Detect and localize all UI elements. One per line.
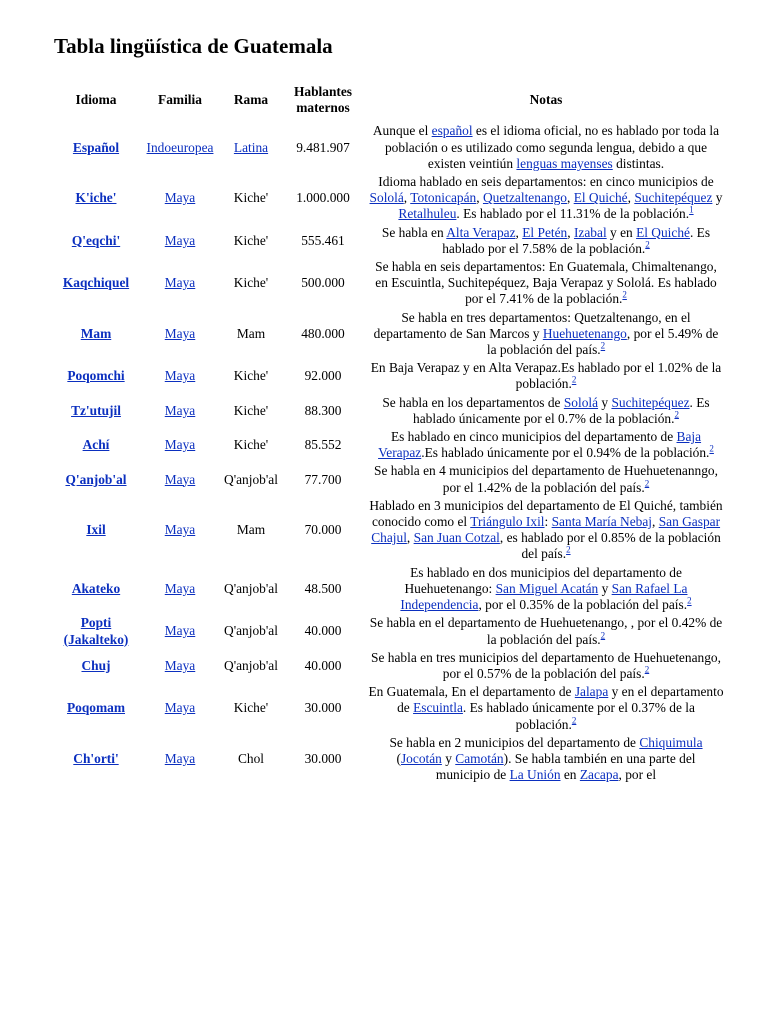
footnote-ref[interactable]: 2 <box>571 715 577 726</box>
cell-idioma <box>54 173 138 224</box>
cell-notas <box>366 734 726 785</box>
note-link[interactable]: El Petén <box>522 224 568 240</box>
note-link[interactable]: San Rafael La Independencia <box>400 580 688 613</box>
family-link[interactable]: Maya <box>164 522 196 538</box>
cell-rama: Kiche' <box>233 190 269 206</box>
note-text: Se habla en 2 municipios del departamento de <box>389 734 640 750</box>
table-row <box>54 734 726 785</box>
note-link[interactable]: español <box>431 123 473 139</box>
cell-rama: Q'anjob'al <box>224 623 278 639</box>
note-text: . Es hablado únicamente por el 0.37% de la población. <box>462 700 695 732</box>
note-text: . Es hablado por el 7.58% de la población. <box>442 224 711 256</box>
cell-hablantes: 92.000 <box>304 368 342 384</box>
cell-notas <box>366 122 726 173</box>
note-text: Idioma hablado en seis departamentos: en cinco municipios de <box>378 174 714 190</box>
note-link[interactable]: La Unión <box>509 767 561 783</box>
table-body <box>54 122 726 784</box>
language-link[interactable]: Ixil <box>86 522 106 538</box>
footnote-ref[interactable]: 2 <box>687 595 692 606</box>
cell-idioma <box>54 258 138 309</box>
note-text: Se habla en los departamentos de <box>382 394 564 410</box>
table-row <box>54 462 726 496</box>
note-link[interactable]: lenguas mayenses <box>516 155 613 171</box>
cell-notas <box>366 614 726 648</box>
cell-notas <box>366 462 726 496</box>
table-row <box>54 564 726 615</box>
table-row <box>54 614 726 648</box>
language-link[interactable]: Q'eqchi' <box>71 232 121 248</box>
header-rama: Rama <box>233 92 269 108</box>
cell-idioma <box>54 309 138 360</box>
note-text: y <box>598 394 612 410</box>
cell-notas <box>366 564 726 615</box>
note-text: : <box>544 514 552 530</box>
note-link[interactable]: Escuintla <box>413 700 463 716</box>
cell-familia <box>138 614 222 648</box>
cell-rama: Q'anjob'al <box>224 471 278 487</box>
cell-familia <box>138 497 222 564</box>
header-hablantes: Hablantes maternos <box>293 84 353 116</box>
note-link[interactable]: Izabal <box>573 224 607 240</box>
cell-familia <box>138 564 222 615</box>
table-row <box>54 683 726 734</box>
family-link[interactable]: Maya <box>164 623 196 639</box>
cell-hablantes: 500.000 <box>301 275 345 291</box>
note-text: Se habla en <box>381 224 447 240</box>
note-text: Se habla en 4 municipios del departamento de Huehuetenanngo, por el 1.42% de la población del país. <box>374 463 718 495</box>
cell-hablantes: 40.000 <box>304 623 342 639</box>
cell-familia <box>138 649 222 683</box>
language-link[interactable]: Popti (Jakalteko) <box>63 615 129 647</box>
footnote-ref[interactable]: 2 <box>645 239 650 250</box>
cell-rama: Chol <box>237 750 265 766</box>
cell-hablantes: 1.000.000 <box>296 190 350 206</box>
cell-familia <box>138 122 222 173</box>
table-row <box>54 258 726 309</box>
cell-familia <box>138 394 222 428</box>
language-link[interactable]: Poqomam <box>66 700 126 716</box>
cell-notas <box>366 649 726 683</box>
cell-familia <box>138 683 222 734</box>
family-link[interactable]: Maya <box>164 325 196 341</box>
note-link[interactable]: San Gaspar Chajul <box>371 514 721 546</box>
table-row <box>54 497 726 564</box>
cell-idioma <box>54 122 138 173</box>
note-text: , <box>652 514 659 530</box>
note-link[interactable]: Santa María Nebaj <box>551 514 652 530</box>
cell-idioma <box>54 224 138 258</box>
note-text: Es hablado en cinco municipios del departamento de <box>390 429 677 445</box>
note-text: , por el 0.35% de la población del país. <box>478 597 688 613</box>
family-link[interactable]: Maya <box>164 657 196 673</box>
cell-rama: Mam <box>236 522 266 538</box>
cell-idioma <box>54 683 138 734</box>
footnote-ref[interactable]: 2 <box>622 289 627 300</box>
family-link[interactable]: Maya <box>164 437 196 453</box>
cell-notas <box>366 173 726 224</box>
family-link[interactable]: Maya <box>164 700 196 716</box>
note-text: y en <box>606 224 637 240</box>
note-link[interactable]: San Miguel Acatán <box>495 580 599 596</box>
note-link[interactable]: San Juan Cotzal <box>413 530 500 546</box>
note-link[interactable]: El Quiché <box>636 224 690 240</box>
note-link[interactable]: Sololá <box>563 394 599 410</box>
note-link[interactable]: Jalapa <box>574 684 609 700</box>
note-text: . Es hablado únicamente por el 0.7% de la población. <box>413 394 710 426</box>
table-row <box>54 394 726 428</box>
note-text: , <box>406 530 414 546</box>
note-link[interactable]: Jocotán <box>400 750 442 766</box>
cell-rama: Q'anjob'al <box>224 657 278 673</box>
cell-hablantes: 30.000 <box>304 700 342 716</box>
cell-familia <box>138 428 222 462</box>
note-text: , <box>567 224 574 240</box>
cell-rama: Kiche' <box>233 700 269 716</box>
cell-familia <box>138 173 222 224</box>
note-text: distintas. <box>612 155 665 171</box>
note-link[interactable]: Retalhuleu <box>398 206 457 222</box>
note-text: Se habla en tres departamentos: Quetzaltenango, en el departamento de San Marcos y <box>373 309 691 341</box>
note-link[interactable]: Totonicapán <box>410 190 477 206</box>
language-link[interactable]: Kaqchiquel <box>62 275 130 291</box>
cell-familia <box>138 258 222 309</box>
language-link[interactable]: Poqomchi <box>67 368 125 384</box>
cell-hablantes: 480.000 <box>301 325 345 341</box>
language-link[interactable]: Ch'orti' <box>73 750 119 766</box>
table-row <box>54 359 726 393</box>
note-link[interactable]: Suchitepéquez <box>611 394 690 410</box>
cell-notas <box>366 224 726 258</box>
note-link[interactable]: Quetzaltenango <box>482 190 567 206</box>
cell-notas <box>366 258 726 309</box>
note-text: , <box>403 190 411 206</box>
note-text: y <box>712 190 723 206</box>
branch-link[interactable]: Latina <box>233 139 269 155</box>
family-link[interactable]: Maya <box>164 750 196 766</box>
note-text: en <box>560 767 580 783</box>
table-row <box>54 649 726 683</box>
footnote-ref[interactable]: 2 <box>600 340 606 351</box>
cell-idioma <box>54 394 138 428</box>
footnote-ref[interactable]: 2 <box>674 409 679 420</box>
footnote-ref[interactable]: 2 <box>566 545 571 556</box>
note-link[interactable]: Suchitepéquez <box>634 190 713 206</box>
family-link[interactable]: Maya <box>164 275 196 291</box>
family-link[interactable]: Maya <box>164 471 196 487</box>
note-text: ( <box>396 750 401 766</box>
language-link[interactable]: K'iche' <box>75 190 117 206</box>
family-link[interactable]: Indoeuropea <box>146 139 214 155</box>
family-link[interactable]: Maya <box>164 232 196 248</box>
cell-familia <box>138 359 222 393</box>
note-text: En Guatemala, En el departamento de <box>368 684 575 700</box>
note-link[interactable]: Triángulo Ixil <box>470 514 545 530</box>
page-title: Tabla lingüística de Guatemala <box>54 34 333 58</box>
cell-hablantes: 85.552 <box>304 437 342 453</box>
cell-hablantes: 40.000 <box>304 657 342 673</box>
cell-hablantes: 30.000 <box>304 750 342 766</box>
note-text: , <box>515 224 523 240</box>
cell-notas <box>366 394 726 428</box>
note-text: Es hablado en dos municipios del departamento de Huehuetenango: <box>404 564 682 596</box>
note-text: Hablado en 3 municipios del departamento de El Quiché, también conocido como el <box>369 497 723 530</box>
cell-idioma <box>54 462 138 496</box>
note-link[interactable]: Zacapa <box>579 767 619 783</box>
footnote-ref[interactable]: 2 <box>644 478 650 489</box>
cell-rama <box>222 122 280 173</box>
cell-rama: Kiche' <box>233 232 269 248</box>
note-text: es el idioma oficial, no es hablado por toda la población o es utilizado como segunda lengua, debido a que existen veintiún <box>384 123 720 171</box>
header-familia: Familia <box>158 92 202 108</box>
header-idioma: Idioma <box>75 92 117 108</box>
note-link[interactable]: Chiquimula <box>639 734 703 750</box>
footnote-ref[interactable]: 2 <box>709 443 714 454</box>
language-table <box>54 80 726 784</box>
note-text: Aunque el <box>372 123 432 139</box>
note-text: , <box>627 190 635 206</box>
cell-familia <box>138 309 222 360</box>
family-link[interactable]: Maya <box>164 368 196 384</box>
note-text: , <box>476 190 483 206</box>
note-link[interactable]: Huehuetenango <box>542 325 627 341</box>
cell-familia <box>138 224 222 258</box>
language-link[interactable]: Español <box>72 139 120 155</box>
note-text: En Baja Verapaz y en Alta Verapaz.Es hablado por el 1.02% de la población. <box>370 360 722 392</box>
cell-familia <box>138 462 222 496</box>
cell-rama: Kiche' <box>233 368 269 384</box>
table-row <box>54 173 726 224</box>
note-text: y en el departamento de <box>397 684 724 716</box>
cell-hablantes: 88.300 <box>304 402 342 418</box>
family-link[interactable]: Maya <box>164 402 196 418</box>
header-notas: Notas <box>529 92 563 108</box>
cell-hablantes: 9.481.907 <box>296 139 350 155</box>
language-link[interactable]: Mam <box>80 325 112 341</box>
table-row <box>54 122 726 173</box>
footnote-ref[interactable]: 1 <box>689 204 694 215</box>
family-link[interactable]: Maya <box>164 580 196 596</box>
note-text: Se habla en seis departamentos: En Guatemala, Chimaltenango, en Escuintla, Suchitepéquez, Baja Verapaz y Sololá. Es hablado por el 7.41% de la población. <box>375 259 717 307</box>
cell-hablantes: 555.461 <box>301 232 345 248</box>
cell-idioma <box>54 649 138 683</box>
cell-idioma <box>54 564 138 615</box>
cell-idioma <box>54 359 138 393</box>
cell-idioma <box>54 497 138 564</box>
note-text: ). Se habla también en una parte del municipio de <box>435 750 696 783</box>
note-link[interactable]: Baja Verapaz <box>378 429 702 461</box>
note-text: , por el <box>618 767 657 783</box>
cell-idioma <box>54 428 138 462</box>
note-text: y <box>598 580 612 596</box>
note-link[interactable]: Camotán <box>455 750 504 766</box>
cell-notas <box>366 359 726 393</box>
note-text: , por el 5.49% de la población del país. <box>486 325 719 358</box>
footnote-ref[interactable]: 2 <box>571 374 577 385</box>
cell-hablantes: 77.700 <box>304 471 342 487</box>
footnote-ref[interactable]: 2 <box>644 664 650 675</box>
cell-notas <box>366 309 726 360</box>
cell-familia <box>138 734 222 785</box>
language-link[interactable]: Chuj <box>81 657 111 673</box>
note-text: . Es hablado por el 11.31% de la población. <box>456 206 690 222</box>
language-link[interactable]: Tz'utujil <box>71 402 121 418</box>
footnote-ref[interactable]: 2 <box>600 630 606 641</box>
cell-notas <box>366 683 726 734</box>
note-text: y <box>441 750 456 766</box>
cell-rama: Kiche' <box>233 437 269 453</box>
cell-idioma <box>54 734 138 785</box>
cell-hablantes: 48.500 <box>304 580 342 596</box>
cell-idioma <box>54 614 138 648</box>
note-link[interactable]: Sololá <box>369 190 404 206</box>
language-link[interactable]: Q'anjob'al <box>65 471 127 487</box>
cell-hablantes: 70.000 <box>304 522 342 538</box>
table-row <box>54 309 726 360</box>
language-link[interactable]: Akateko <box>71 580 121 596</box>
table-row <box>54 428 726 462</box>
table-header <box>54 80 726 122</box>
cell-notas <box>366 497 726 564</box>
cell-notas <box>366 428 726 462</box>
family-link[interactable]: Maya <box>164 190 196 206</box>
note-link[interactable]: El Quiché <box>573 190 628 206</box>
note-text: , <box>566 190 574 206</box>
note-text: .Es hablado únicamente por el 0.94% de la población. <box>421 445 710 461</box>
table-row <box>54 224 726 258</box>
cell-rama: Q'anjob'al <box>224 580 278 596</box>
language-link[interactable]: Achí <box>82 437 110 453</box>
note-text: Se habla en el departamento de Huehuetenango, , por el 0.42% de la población del país. <box>369 615 723 647</box>
note-link[interactable]: Alta Verapaz <box>446 224 516 240</box>
cell-rama: Kiche' <box>233 402 269 418</box>
cell-rama: Mam <box>236 325 266 341</box>
cell-rama: Kiche' <box>233 275 269 291</box>
note-text: , es hablado por el 0.85% de la población del país. <box>499 530 721 562</box>
note-text: Se habla en tres municipios del departamento de Huehuetenango, por el 0.57% de la población del país. <box>371 649 721 681</box>
